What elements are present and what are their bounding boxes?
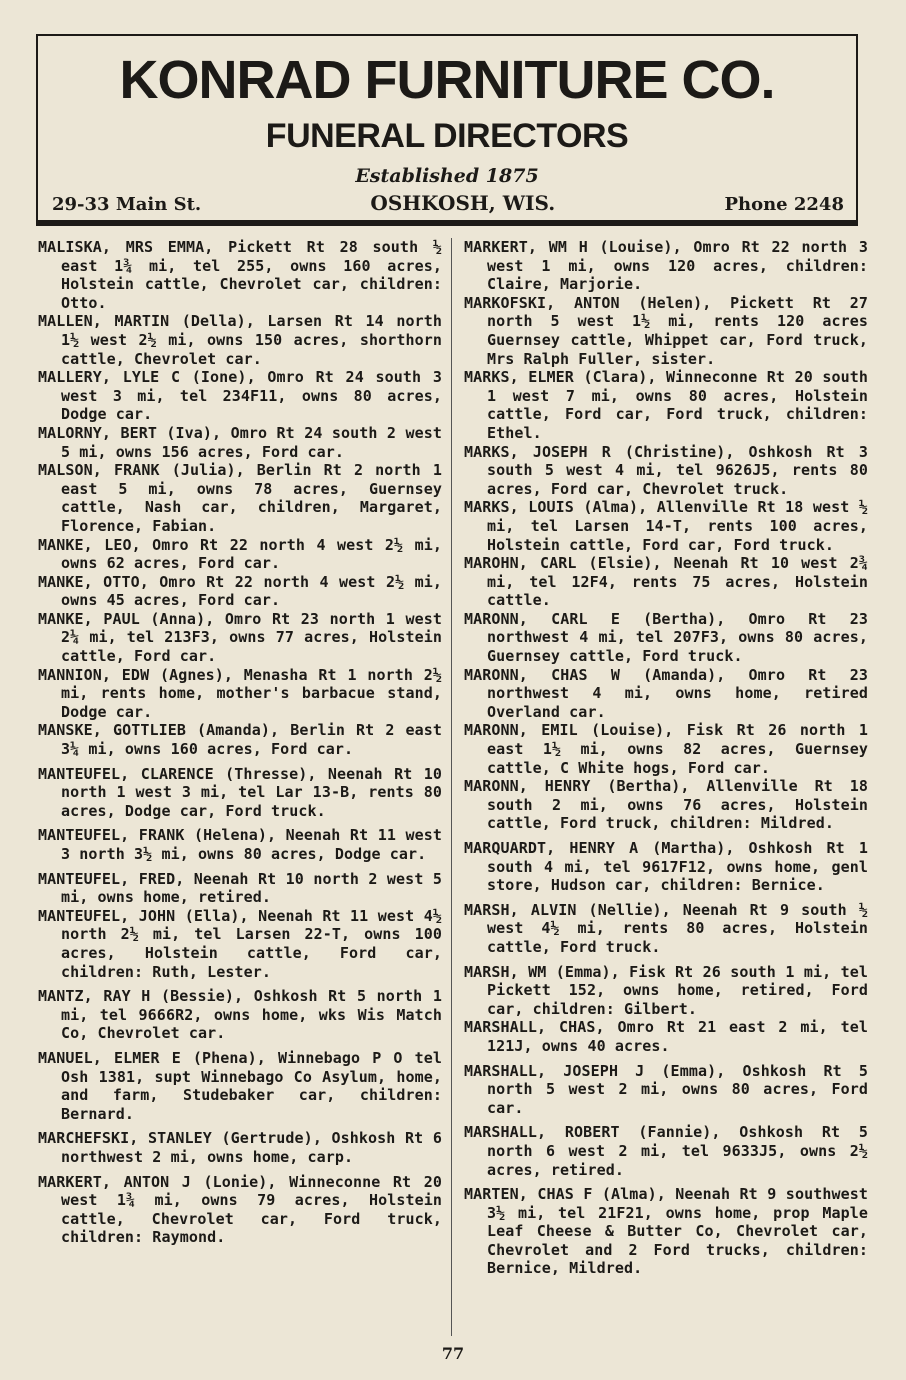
directory-entry: MARKS, LOUIS (Alma), Allenville Rt 18 west ½ mi, tel Larsen 14-T, rents 100 acres, Holstein cattle, Ford car, Ford truck. [464, 498, 868, 554]
directory-entry: MANTZ, RAY H (Bessie), Oshkosh Rt 5 north 1 mi, tel 9666R2, owns home, wks Wis Match Co, Chevrolet car. [38, 987, 442, 1043]
directory-entry: MANKE, LEO, Omro Rt 22 north 4 west 2½ mi, owns 62 acres, Ford car. [38, 535, 442, 573]
directory-entry: MARONN, HENRY (Bertha), Allenville Rt 18 south 2 mi, owns 76 acres, Holstein cattle, Ford truck, children: Mildred. [464, 777, 868, 833]
directory-entry: MARCHEFSKI, STANLEY (Gertrude), Oshkosh Rt 6 northwest 2 mi, owns home, carp. [38, 1129, 442, 1166]
directory-entry: MANNION, EDW (Agnes), Menasha Rt 1 north 2½ mi, rents home, mother's barbacue stand, Dodge car. [38, 665, 442, 721]
ad-subtitle: FUNERAL DIRECTORS [265, 117, 629, 155]
directory-entry: MARSH, WM (Emma), Fisk Rt 26 south 1 mi, tel Pickett 152, owns home, retired, Ford car, children: Gilbert. [464, 962, 868, 1018]
directory-entry: MANUEL, ELMER E (Phena), Winnebago P O tel Osh 1381, supt Winnebago Co Asylum, home, and farm, Studebaker car, children: Bernard. [38, 1048, 442, 1123]
left-column [38, 238, 442, 1247]
directory-entry: MARKS, ELMER (Clara), Winneconne Rt 20 south 1 west 7 mi, owns 80 acres, Holstein cattle, Ford car, Ford truck, children: Ethel. [464, 368, 868, 442]
directory-entry: MARTEN, CHAS F (Alma), Neenah Rt 9 southwest 3½ mi, tel 21F21, owns home, prop Maple Leaf Cheese & Butter Co, Chevrolet car, Chevrolet and 2 Ford trucks, children: Bernice, Mildred. [464, 1185, 868, 1278]
directory-entry: MARONN, CHAS W (Amanda), Omro Rt 23 northwest 4 mi, owns home, retired Overland car. [464, 665, 868, 721]
directory-entry: MANTEUFEL, CLARENCE (Thresse), Neenah Rt 10 north 1 west 3 mi, tel Lar 13-B, rents 80 acres, Dodge car, Ford truck. [38, 764, 442, 820]
directory-entry: MARSH, ALVIN (Nellie), Neenah Rt 9 south ½ west 4½ mi, rents 80 acres, Holstein cattle, Ford truck. [464, 900, 868, 956]
page-number: 77 [441, 1344, 465, 1363]
directory-entry: MANKE, OTTO, Omro Rt 22 north 4 west 2½ mi, owns 45 acres, Ford car. [38, 572, 442, 610]
directory-entry: MALISKA, MRS EMMA, Pickett Rt 28 south ½ east 1¾ mi, tel 255, owns 160 acres, Holstein cattle, Chevrolet car, children: Otto. [38, 238, 442, 312]
advertisement-box [36, 34, 858, 226]
directory-entry: MARSHALL, JOSEPH J (Emma), Oshkosh Rt 5 north 5 west 2 mi, owns 80 acres, Ford car. [464, 1061, 868, 1117]
directory-entry: MARQUARDT, HENRY A (Martha), Oshkosh Rt 1 south 4 mi, tel 9617F12, owns home, genl store, Hudson car, children: Bernice. [464, 839, 868, 895]
directory-entry: MARSHALL, CHAS, Omro Rt 21 east 2 mi, tel 121J, owns 40 acres. [464, 1018, 868, 1055]
directory-entry: MALLERY, LYLE C (Ione), Omro Rt 24 south 3 west 3 mi, tel 234F11, owns 80 acres, Dodge car. [38, 368, 442, 424]
ad-phone: Phone 2248 [724, 194, 844, 215]
right-column [464, 238, 868, 1278]
ad-city: OSHKOSH, WIS. [370, 191, 556, 215]
directory-entry: MAROHN, CARL (Elsie), Neenah Rt 10 west 2¾ mi, tel 12F4, rents 75 acres, Holstein cattle. [464, 554, 868, 610]
directory-entry: MALSON, FRANK (Julia), Berlin Rt 2 north 1 east 5 mi, owns 78 acres, Guernsey cattle, Nash car, children, Margaret, Florence, Fabian. [38, 461, 442, 535]
directory-entry: MANTEUFEL, FRANK (Helena), Neenah Rt 11 west 3 north 3½ mi, owns 80 acres, Dodge car. [38, 826, 442, 863]
directory-entry: MARONN, EMIL (Louise), Fisk Rt 26 north 1 east 1½ mi, owns 82 acres, Guernsey cattle, C White hogs, Ford car. [464, 721, 868, 777]
ad-company-name: KONRAD FURNITURE CO. [119, 50, 775, 110]
directory-entry: MANTEUFEL, FRED, Neenah Rt 10 north 2 west 5 mi, owns home, retired. [38, 869, 442, 907]
directory-entry: MARKERT, WM H (Louise), Omro Rt 22 north 3 west 1 mi, owns 120 acres, children: Claire, Marjorie. [464, 238, 868, 294]
directory-entry: MALLEN, MARTIN (Della), Larsen Rt 14 north 1½ west 2½ mi, owns 150 acres, shorthorn cattle, Chevrolet car. [38, 312, 442, 368]
directory-entry: MARONN, CARL E (Bertha), Omro Rt 23 northwest 4 mi, tel 207F3, owns 80 acres, Guernsey cattle, Ford truck. [464, 609, 868, 666]
directory-entry: MALORNY, BERT (Iva), Omro Rt 24 south 2 west 5 mi, owns 156 acres, Ford car. [38, 423, 442, 461]
directory-entry: MARKOFSKI, ANTON (Helen), Pickett Rt 27 north 5 west 1½ mi, rents 120 acres Guernsey cattle, Whippet car, Ford truck, Mrs Ralph Fuller, sister. [464, 293, 868, 368]
directory-entry: MARKERT, ANTON J (Lonie), Winneconne Rt 20 west 1¾ mi, owns 79 acres, Holstein cattle, Chevrolet car, Ford truck, children: Raymond. [38, 1172, 442, 1247]
directory-entry: MANKE, PAUL (Anna), Omro Rt 23 north 1 west 2¼ mi, tel 213F3, owns 77 acres, Holstein cattle, Ford car. [38, 609, 442, 666]
directory-entry: MARSHALL, ROBERT (Fannie), Oshkosh Rt 5 north 6 west 2 mi, tel 9633J5, owns 2½ acres, retired. [464, 1123, 868, 1179]
column-divider [451, 238, 452, 1336]
ad-address: 29-33 Main St. [52, 194, 202, 215]
ad-contact-row [52, 190, 844, 218]
directory-entry: MANTEUFEL, JOHN (Ella), Neenah Rt 11 west 4½ north 2½ mi, tel Larsen 22-T, owns 100 acres, Holstein cattle, Ford car, children: Ruth, Lester. [38, 906, 442, 981]
ad-established: Established 1875 [355, 165, 539, 187]
directory-entry: MANSKE, GOTTLIEB (Amanda), Berlin Rt 2 east 3¼ mi, owns 160 acres, Ford car. [38, 721, 442, 759]
directory-entry: MARKS, JOSEPH R (Christine), Oshkosh Rt 3 south 5 west 4 mi, tel 9626J5, rents 80 acres, Ford car, Chevrolet truck. [464, 442, 868, 498]
